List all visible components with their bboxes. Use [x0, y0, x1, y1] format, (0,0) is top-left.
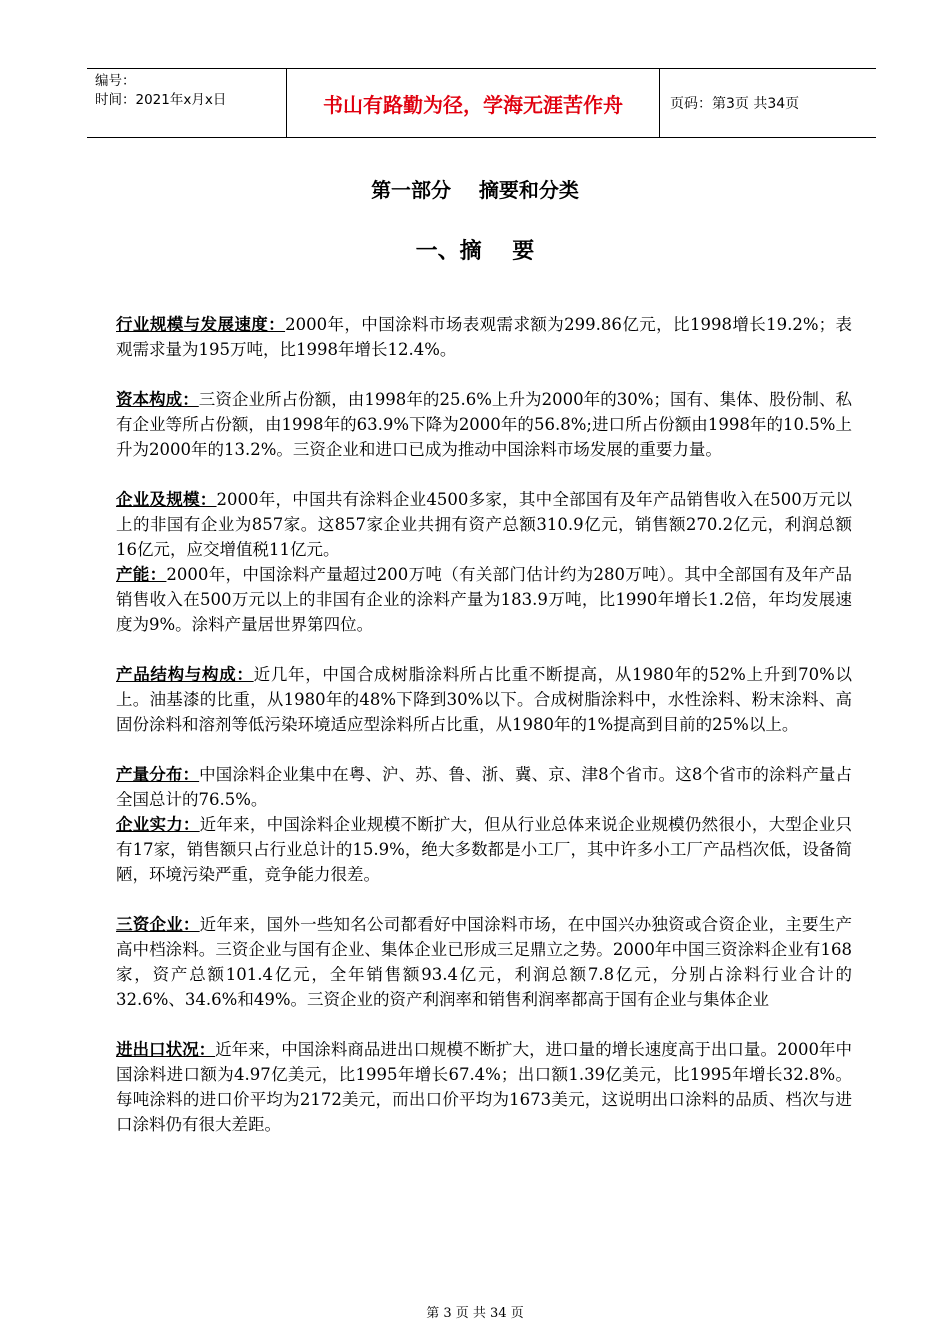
- paragraph-term: 企业及规模：: [116, 490, 217, 509]
- paragraph-term: 行业规模与发展速度：: [116, 315, 286, 334]
- time-label: 时间：2021年x月x日: [95, 92, 227, 108]
- summary-body: [116, 312, 852, 1137]
- paragraph-import-export: [116, 1037, 852, 1137]
- paragraph-text: 近年来，中国涂料商品进出口规模不断扩大，进口量的增长速度高于出口量。2000年中国涂料进口额为4.97亿美元，比1995年增长67.4%；出口额1.39亿美元，比1995年增长32.8%。每吨涂料的进口价平均为2172美元，而出口价平均为1673美元，这说明出口涂料的品质、档次与进口涂料仍有很大差距。: [116, 1040, 853, 1134]
- page-number-label: 页码：第3页 共34页: [670, 96, 800, 112]
- header-meta-cell: [87, 69, 287, 137]
- paragraph-industry-scale: [116, 312, 852, 362]
- paragraph-term: 产品结构与构成：: [116, 665, 254, 684]
- paragraph-output-distribution: [116, 762, 852, 812]
- section-title: 一、摘 要: [415, 239, 535, 264]
- paragraph-capacity: [116, 562, 852, 637]
- part-title: 第一部分 摘要和分类: [371, 178, 579, 202]
- number-label: 编号：: [95, 73, 136, 89]
- paragraph-enterprise-strength: [116, 812, 852, 887]
- paragraph-text: 2000年，中国涂料产量超过200万吨（有关部门估计约为280万吨）。其中全部国有及年产品销售收入在500万元以上的非国有企业的涂料产量为183.9万吨，比1990年增长1.2倍，年均发展速度为9%。涂料产量居世界第四位。: [116, 565, 852, 634]
- paragraph-text: 近年来，中国涂料企业规模不断扩大，但从行业总体来说企业规模仍然很小，大型企业只有17家，销售额只占行业总计的15.9%，绝大多数都是小工厂，其中许多小工厂产品档次低，设备简陋，环境污染严重，竞争能力很差。: [116, 815, 853, 884]
- paragraph-foreign-invested: [116, 912, 852, 1012]
- paragraph-product-structure: [116, 662, 852, 737]
- paragraph-text: 2000年，中国共有涂料企业4500多家，其中全部国有及年产品销售收入在500万元以上的非国有企业为857家。这857家企业共拥有资产总额310.9亿元，销售额270.2亿元，利润总额16亿元，应交增值税11亿元。: [116, 490, 852, 559]
- paragraph-text: 近几年，中国合成树脂涂料所占比重不断提高，从1980年的52%上升到70%以上。油基漆的比重，从1980年的48%下降到30%以下。合成树脂涂料中，水性涂料、粉末涂料、高固份涂料和溶剂等低污染环境适应型涂料所占比重，从1980年的1%提高到目前的25%以上。: [116, 665, 853, 734]
- motto-cell: [287, 69, 660, 137]
- paragraph-term: 进出口状况：: [116, 1040, 216, 1059]
- page-header: [87, 68, 876, 138]
- motto-text: 书山有路勤为径，学海无涯苦作舟: [323, 92, 623, 117]
- paragraph-text: 三资企业所占份额，由1998年的25.6%上升为2000年的30%；国有、集体、股份制、私有企业等所占份额，由1998年的63.9%下降为2000年的56.8%;进口所占份额由1998年的10.5%上升为2000年的13.2%。三资企业和进口已成为推动中国涂料市场发展的重要力量。: [116, 390, 853, 459]
- paragraph-text: 2000年，中国涂料市场表观需求额为299.86亿元，比1998增长19.2%；表观需求量为195万吨，比1998年增长12.4%。: [116, 315, 852, 359]
- paragraph-term: 三资企业：: [116, 915, 200, 934]
- paragraph-term: 产能：: [116, 565, 167, 584]
- paragraph-term: 资本构成：: [116, 390, 199, 409]
- paragraph-text: 近年来，国外一些知名公司都看好中国涂料市场，在中国兴办独资或合资企业，主要生产高中档涂料。三资企业与国有企业、集体企业已形成三足鼎立之势。2000年中国三资涂料企业有168家，资产总额101.4亿元，全年销售额93.4亿元，利润总额7.8亿元，分别占涂料行业合计的32.6%、34.6%和49%。三资企业的资产利润率和销售利润率都高于国有企业与集体企业: [116, 915, 853, 1009]
- paragraph-text: 中国涂料企业集中在粤、沪、苏、鲁、浙、冀、京、津8个省市。这8个省市的涂料产量占全国总计的76.5%。: [116, 765, 852, 809]
- paragraph-term: 产量分布：: [116, 765, 200, 784]
- page-footer: 第 3 页 共 34 页: [426, 1306, 524, 1321]
- paragraph-term: 企业实力：: [116, 815, 200, 834]
- page-number-cell: [660, 69, 876, 137]
- paragraph-capital-structure: [116, 387, 852, 462]
- paragraph-enterprise-scale: [116, 487, 852, 562]
